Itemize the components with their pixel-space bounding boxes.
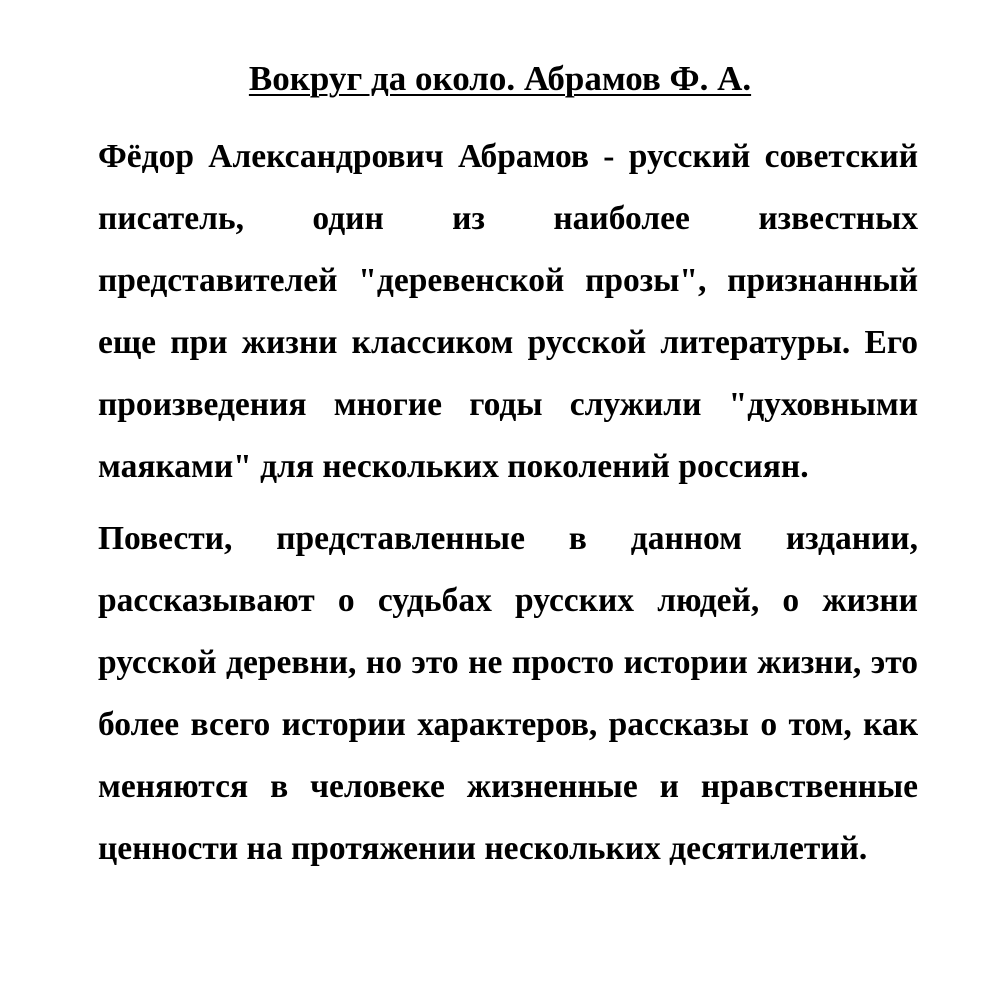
document-title: Вокруг да около. Абрамов Ф. А. — [248, 59, 752, 98]
paragraph-author-intro: Фёдор Александрович Абрамов - русский советский писатель, один из наиболее известных представителей "деревенской прозы", признанный еще при жизни классиком русской литературы. Его произведения многие годы служили "духовными маяками" для нескольких поколений россиян. — [98, 138, 918, 485]
paragraph-book-description: Повести, представленные в данном издании, рассказывают о судьбах русских людей, о жизни русской деревни, но это не просто истории жизни, это более всего истории характеров, рассказы о том, как меняются в человеке жизненные и нравственные ценности на протяжении нескольких десятилетий. — [98, 520, 918, 867]
